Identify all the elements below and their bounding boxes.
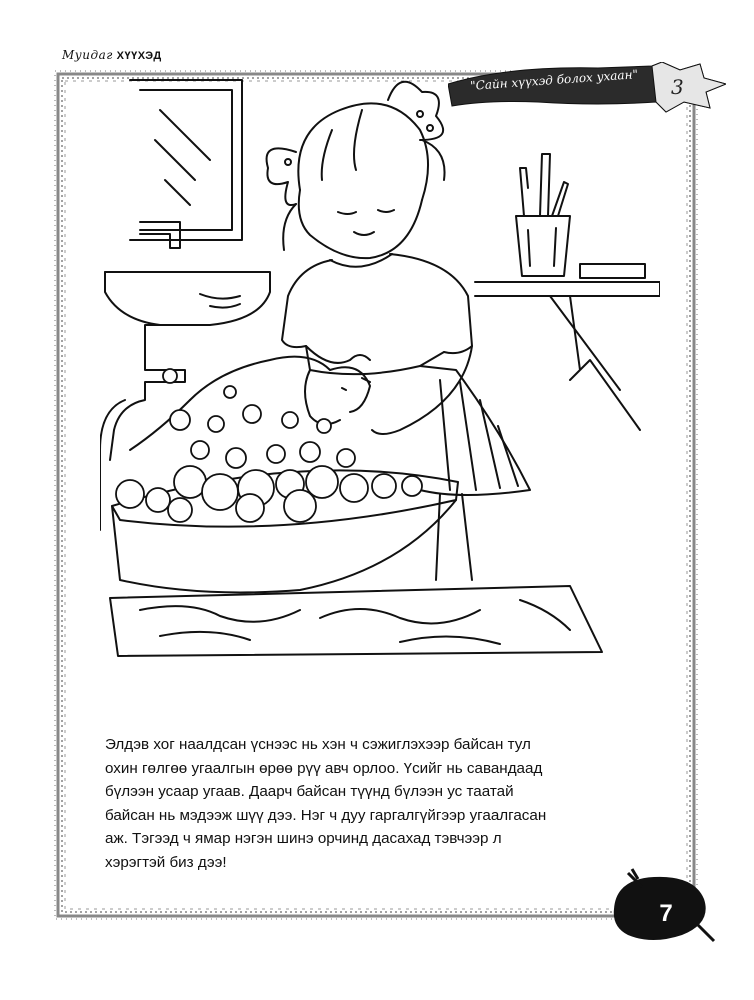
chapter-number: 3 xyxy=(671,75,684,99)
story-line: охин гөлгөө угаалгын өрөө рүү авч орлоо. Үсийг нь савандаад xyxy=(105,759,543,777)
story-line: аж. Тэгээд ч ямар нэгэн шинэ орчинд дасахад тэвчээр л xyxy=(105,830,502,847)
story-line: байсан нь мэдээж шүү дээ. Нэг ч дуу гаргалгүйгээр угаалгасан xyxy=(105,806,547,824)
brand-script-text: Муидаг xyxy=(62,48,113,62)
banner-title: "Сайн хүүхэд болох ухаан" xyxy=(469,67,639,93)
brand-bold-text: ХҮҮХЭД xyxy=(116,50,162,62)
story-paragraph xyxy=(105,733,575,874)
page-number: 7 xyxy=(659,900,673,927)
girl-washing-puppy-illustration xyxy=(100,70,660,660)
story-line: бүлээн усаар угаав. Даарч байсан түүнд бүлээн ус таатай xyxy=(105,783,514,800)
story-line: хэрэгтэй биз дээ! xyxy=(105,853,227,871)
header-brand xyxy=(62,48,162,62)
story-line: Элдэв хог наалдсан үснээс нь хэн ч сэжиглэхээр байсан тул xyxy=(105,736,531,753)
